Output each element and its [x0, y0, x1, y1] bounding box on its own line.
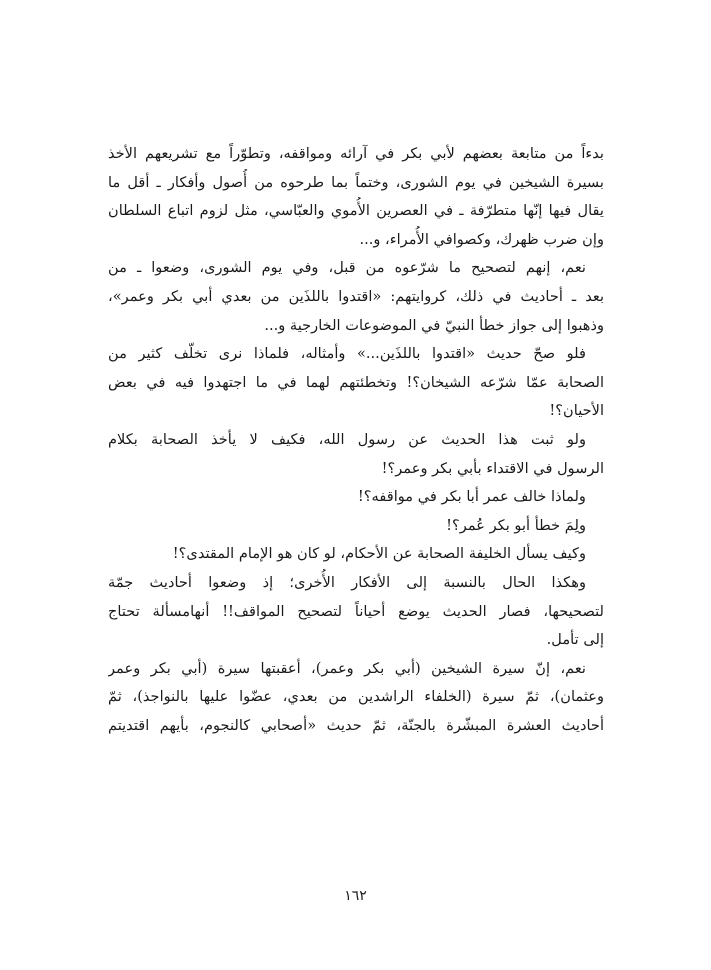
- text-line: الأحيان؟!: [549, 402, 604, 420]
- text-line: نعم، إنّ سيرة الشيخين (أبي بكر وعمر)، أعقبتها سيرة (أبي بكر وعمر: [108, 659, 586, 677]
- text-line: الرسول في الاقتداء بأبي بكر وعمر؟!: [381, 459, 604, 477]
- text-line: يقال فيها إنّها متطرّفة ـ في العصرين الأُموي والعبّاسي، مثل لزوم اتباع السلطان: [108, 202, 604, 220]
- text-line: لتصحيحها، فصار الحديث يوضع أحياناً لتصحيح المواقف!! أنهامسألة تحتاج: [108, 602, 604, 620]
- page-number: ١٦٢: [344, 888, 367, 904]
- text-line: بسيرة الشيخين في يوم الشورى، وختماً بما طرحوه من أُصول وأفكار ـ أقل ما: [108, 173, 604, 191]
- text-line: بعد ـ أحاديث في ذلك، كروايتهم: «اقتدوا باللذَين من بعدي أبي بكر وعمر»،: [108, 287, 604, 305]
- text-line: وذهبوا إلى جواز خطأ النبيّ في الموضوعات الخارجية و...: [264, 316, 604, 334]
- text-line: الصحابة عمّا شرّعه الشيخان؟! وتخطئتهم لهما في ما اجتهدوا فيه في بعض: [108, 373, 604, 391]
- text-line: بدءاً من متابعة بعضهم لأبي بكر في آرائه ومواقفه، وتطوّراً مع تشريعهم الأخذ: [108, 145, 604, 162]
- text-line: ولِمَ خطأ أبو بكر عُمر؟!: [446, 516, 586, 534]
- body-text: [108, 140, 604, 740]
- text-line: أحاديث العشرة المبشّرة بالجنّة، ثمّ حديث «أصحابي كالنجوم، بأيهم اقتديتم: [108, 716, 604, 734]
- text-line: ولماذا خالف عمر أبا بكر في مواقفه؟!: [357, 488, 586, 506]
- text-line: فلو صحّ حديث «اقتدوا باللذَين...» وأمثاله، فلماذا نرى تخلّف كثير من: [108, 345, 586, 363]
- text-line: نعم، إنهم لتصحيح ما شرّعوه من قبل، وفي يوم الشورى، وضعوا ـ من: [108, 259, 586, 277]
- text-line: ولو ثبت هذا الحديث عن رسول الله، فكيف لا يأخذ الصحابة بكلام: [108, 430, 586, 448]
- text-line: وإن ضرب ظهرك، وكصوافي الأُمراء، و...: [359, 230, 604, 248]
- text-line: إلى تأمل.: [546, 631, 604, 649]
- text-line: وعثمان)، ثمّ سيرة (الخلفاء الراشدين من بعدي، عضّوا عليها بالنواجذ)، ثمّ: [108, 688, 604, 706]
- text-line: وهكذا الحال بالنسبة إلى الأفكار الأُخرى؛ إذ وضعوا أحاديث جمّة: [108, 573, 586, 591]
- text-line: وكيف يسأل الخليفة الصحابة عن الأحكام، لو كان هو الإمام المقتدى؟!: [172, 545, 586, 563]
